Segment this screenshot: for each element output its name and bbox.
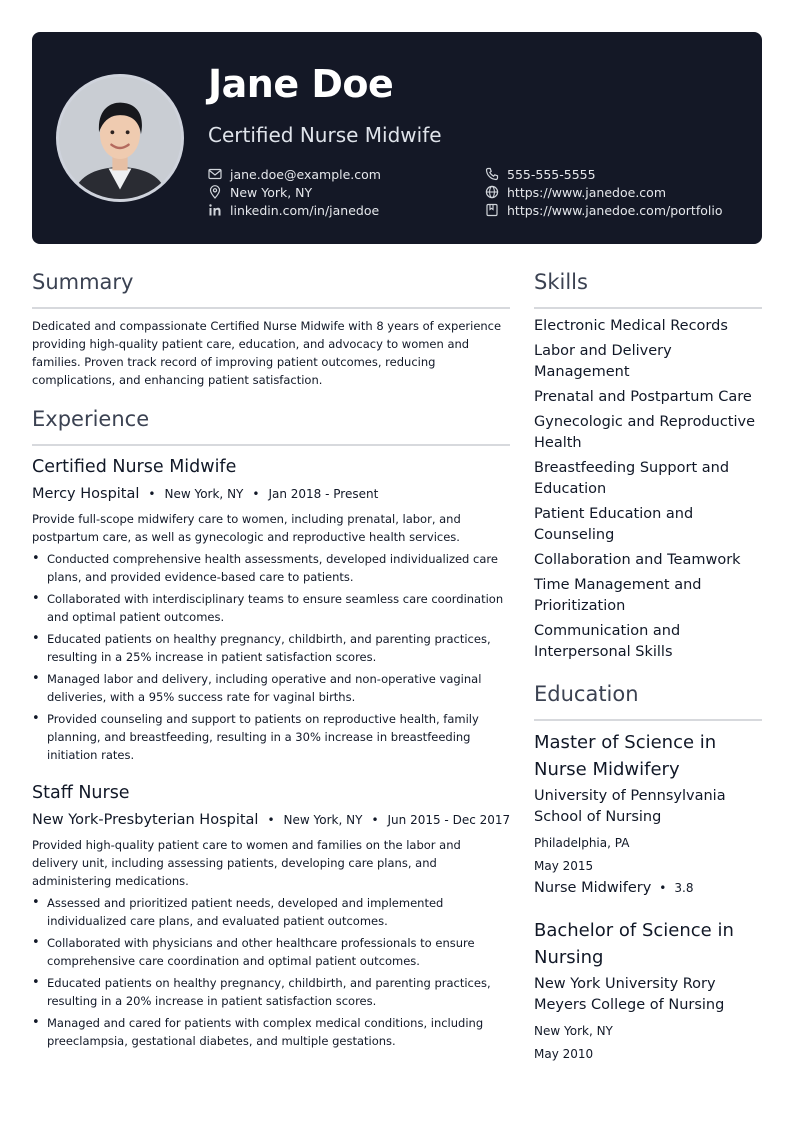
- list-item: • Collaborated with physicians and other healthcare professionals to ensure comprehensive care coordination and optimal patient outcomes.: [32, 934, 512, 970]
- list-item: • Managed and cared for patients with complex medical conditions, including preeclampsia, gestational diabetes, and multiple gestations.: [32, 1014, 512, 1050]
- education-school: New York University Rory Meyers College of Nursing: [534, 976, 725, 1013]
- skill-item: Gynecologic and Reproductive Health: [534, 414, 756, 451]
- education-heading: Education: [534, 682, 639, 706]
- job-dates: Jun 2015 - Dec 2017: [387, 813, 511, 827]
- summary-divider: [32, 307, 510, 309]
- separator-dot: •: [371, 813, 379, 827]
- contact-linkedin[interactable]: [208, 201, 379, 219]
- contact-location-text: New York, NY: [230, 184, 313, 200]
- education-date: May 2015: [534, 859, 594, 873]
- summary-text: Dedicated and compassionate Certified Nurse Midwife with 8 years of experience providing high-quality patient care, education, and advocacy to women and families. Proven track record of improving patient outcomes, reducing complications, and enhancing patient satisfaction.: [32, 319, 502, 387]
- skill-item: Electronic Medical Records: [534, 318, 728, 334]
- job-title: Staff Nurse: [32, 783, 130, 803]
- list-item: • Conducted comprehensive health assessments, developed individualized care plans, and provided evidence-based care to patients.: [32, 550, 512, 586]
- job-description: Provide full-scope midwifery care to women, including prenatal, labor, and postpartum care, as well as gynecologic and reproductive health services.: [32, 512, 461, 544]
- skill-item: Prenatal and Postpartum Care: [534, 389, 752, 405]
- list-item: • Provided counseling and support to patients on reproductive health, family planning, and breastfeeding, resulting in a 30% increase in breastfeeding initiation rates.: [32, 710, 512, 764]
- portrait-image: [59, 77, 181, 199]
- separator-dot: •: [659, 881, 667, 895]
- skills-heading: Skills: [534, 270, 588, 294]
- contact-portfolio[interactable]: [485, 201, 722, 219]
- skill-item: Communication and Interpersonal Skills: [534, 623, 681, 660]
- skill-item: Time Management and Prioritization: [534, 577, 702, 614]
- location-pin-icon: [208, 185, 222, 199]
- education-gpa: 3.8: [674, 881, 694, 895]
- contact-phone[interactable]: [485, 165, 596, 183]
- job-title: Certified Nurse Midwife: [32, 457, 237, 477]
- contact-website[interactable]: [485, 183, 666, 201]
- job-bullets: [32, 894, 512, 1054]
- education-degree: Bachelor of Science in Nursing: [534, 920, 734, 968]
- contact-location: [208, 183, 312, 201]
- education-school: University of Pennsylvania School of Nursing: [534, 788, 726, 825]
- list-item: • Assessed and prioritized patient needs, developed and implemented individualized care plans, and evaluated patient outcomes.: [32, 894, 512, 930]
- education-field: [534, 880, 693, 896]
- separator-dot: •: [148, 487, 156, 501]
- job-bullets: [32, 550, 512, 768]
- experience-heading: Experience: [32, 407, 150, 431]
- job-employer: New York-Presbyterian Hospital: [32, 812, 259, 828]
- contact-website-text: https://www.janedoe.com: [507, 184, 666, 200]
- education-degree: Master of Science in Nurse Midwifery: [534, 732, 717, 780]
- contact-email-text: jane.doe@example.com: [230, 166, 381, 182]
- skill-item: Patient Education and Counseling: [534, 506, 694, 543]
- contact-email[interactable]: [208, 165, 381, 183]
- globe-icon: [485, 185, 499, 199]
- education-location: New York, NY: [534, 1024, 613, 1038]
- contact-portfolio-text: https://www.janedoe.com/portfolio: [507, 202, 723, 218]
- profile-photo: [56, 74, 184, 202]
- skill-item: Collaboration and Teamwork: [534, 552, 741, 568]
- job-meta: [32, 812, 510, 828]
- list-item: • Educated patients on healthy pregnancy, childbirth, and parenting practices, resulting in a 20% increase in patient satisfaction scores.: [32, 974, 512, 1010]
- contact-phone-text: 555-555-5555: [507, 166, 596, 182]
- skills-list: [534, 316, 762, 667]
- experience-divider: [32, 444, 510, 446]
- skills-divider: [534, 307, 762, 309]
- list-item: • Collaborated with interdisciplinary teams to ensure seamless care coordination and optimal patient outcomes.: [32, 590, 512, 626]
- portfolio-icon: [485, 203, 499, 217]
- education-location: Philadelphia, PA: [534, 836, 630, 850]
- skill-item: Breastfeeding Support and Education: [534, 460, 730, 497]
- job-dates: Jan 2018 - Present: [268, 487, 379, 501]
- list-item: • Educated patients on healthy pregnancy, childbirth, and parenting practices, resulting in a 25% increase in patient satisfaction scores.: [32, 630, 512, 666]
- linkedin-icon: [208, 203, 222, 217]
- separator-dot: •: [267, 813, 275, 827]
- summary-heading: Summary: [32, 270, 134, 294]
- education-date: May 2010: [534, 1047, 594, 1061]
- job-location: New York, NY: [164, 487, 244, 501]
- candidate-title: Certified Nurse Midwife: [208, 123, 442, 147]
- job-location: New York, NY: [283, 813, 363, 827]
- separator-dot: •: [252, 487, 260, 501]
- job-description: Provided high-quality patient care to women and families on the labor and delivery unit, including assessing patients, developing care plans, and administering medications.: [32, 838, 461, 888]
- mail-icon: [208, 167, 222, 181]
- candidate-name: Jane Doe: [208, 62, 394, 106]
- job-meta: [32, 486, 378, 502]
- job-employer: Mercy Hospital: [32, 486, 140, 502]
- list-item: • Managed labor and delivery, including operative and non-operative vaginal deliveries, with a 95% success rate for vaginal births.: [32, 670, 512, 706]
- skill-item: Labor and Delivery Management: [534, 343, 672, 380]
- education-divider: [534, 719, 762, 721]
- contact-linkedin-text: linkedin.com/in/janedoe: [230, 202, 380, 218]
- phone-icon: [485, 167, 499, 181]
- resume-header: [32, 32, 762, 244]
- education-major: Nurse Midwifery: [534, 880, 652, 896]
